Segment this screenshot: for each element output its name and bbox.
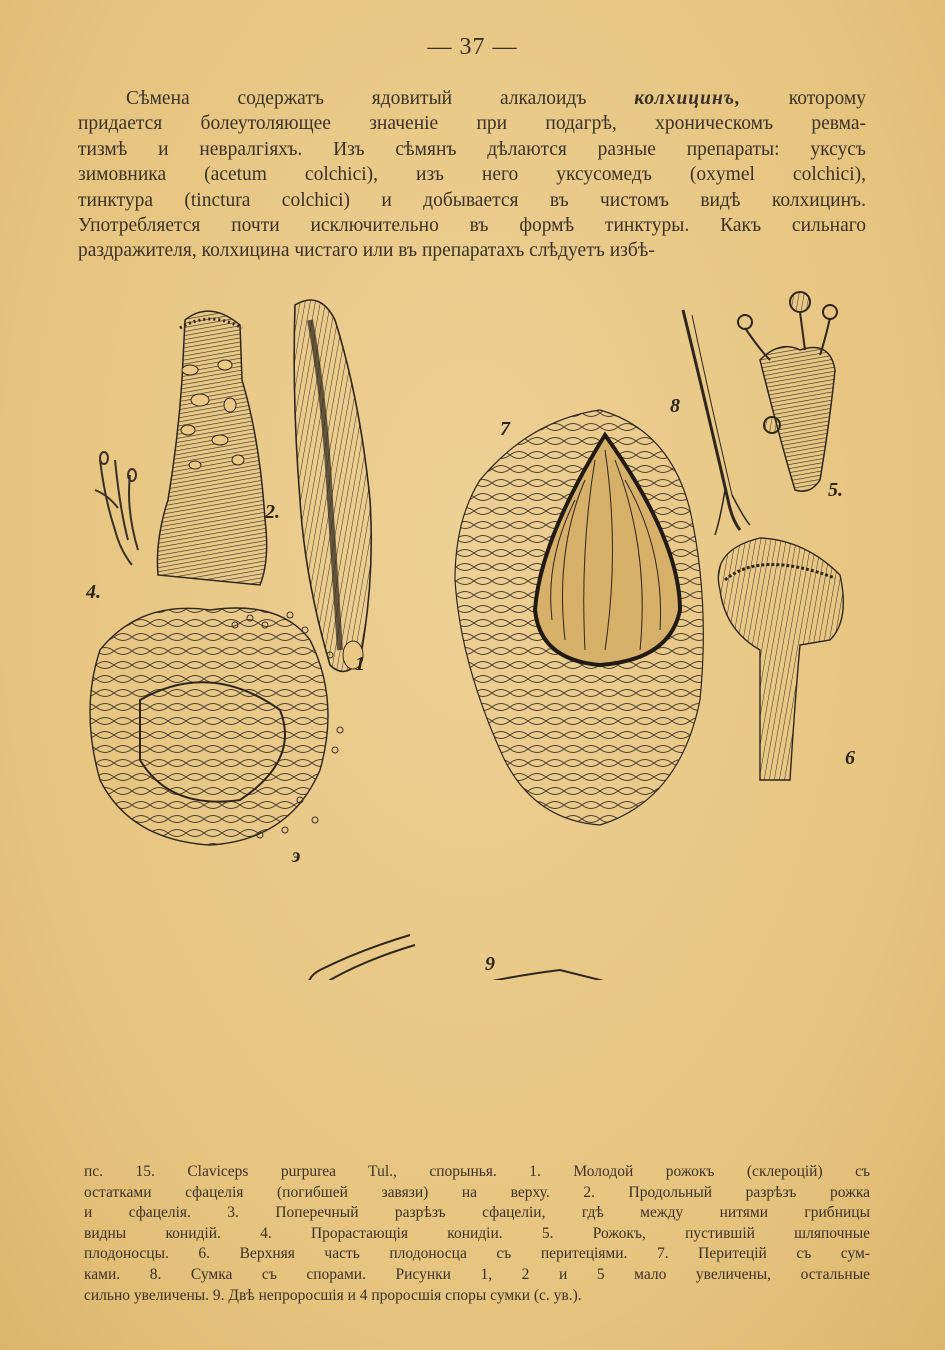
figure-label-7: 7: [500, 418, 510, 440]
caption-line: остатками сфацелія (погибшей завязи) на верху. 2. Продольный разрѣзъ рожка: [84, 1183, 870, 1201]
fig2-longitudinal-section: [157, 311, 266, 585]
caption-line: и сфацелія. 3. Поперечный разрѣзъ сфацеліи, гдѣ между нитями грибницы: [84, 1204, 870, 1222]
fig4-conidia: [95, 452, 138, 565]
figure-label-4: 4.: [86, 581, 101, 603]
figure-label-9: 9: [485, 953, 495, 975]
page-number: — 37 —: [427, 34, 518, 60]
fig1-young-ergot: [294, 300, 371, 671]
fig3-transverse-section: [90, 608, 343, 845]
figure-label-2: 2.: [265, 501, 280, 523]
figure-label-3: э: [292, 845, 301, 867]
figure-label-1: 1: [355, 653, 365, 675]
fig7-perithecium: [455, 410, 703, 825]
body-line: раздражителя, колхицина чистаго или въ препаратахъ слѣдуетъ избѣ-: [78, 240, 655, 262]
body-line: зимовника (acetum colchici), изъ него уксусомедъ (oxymel colchici),: [78, 164, 866, 186]
caption-line: плодоносцы. 6. Верхняя часть плодоносца съ перитеціями. 7. Перитецій съ сум-: [84, 1245, 870, 1263]
caption-line: ками. 8. Сумка съ спорами. Рисунки 1, 2 и 5 мало увеличены, остальные: [84, 1265, 870, 1283]
figure-label-6: 6: [845, 747, 855, 769]
body-line: Сѣмена содержатъ ядовитый алкалоидъ колхицинъ, которому: [126, 88, 867, 109]
botanical-illustration: [60, 280, 890, 980]
fig8-ascus: [683, 310, 750, 535]
figure-caption: [84, 1162, 870, 1306]
caption-line: сильно увеличены. 9. Двѣ непроросшія и 4 проросшія споры сумки (с. ув.).: [84, 1286, 582, 1304]
figure-label-5: 5.: [828, 479, 843, 501]
term-colchicine: колхицинъ,: [634, 88, 741, 109]
caption-line: видны конидій. 4. Прорастающія конидіи. 5. Рожокъ, пустившій шляпочные: [84, 1224, 870, 1242]
body-paragraph: [78, 86, 866, 264]
body-line: тизмѣ и невралгіяхъ. Изъ сѣмянъ дѣлаются разные препараты: уксусъ: [78, 138, 866, 160]
body-line: придается болеутоляющее значеніе при подагрѣ, хроническомъ ревма-: [78, 113, 866, 135]
caption-line: пс. 15. Claviceps purpurea Tul., спорынья. 1. Молодой рожокъ (склероцій) съ: [84, 1163, 870, 1180]
fig5-ergot-stromata: [738, 292, 837, 491]
body-line: Употребляется почти исключительно въ формѣ тинктуры. Какъ сильнаго: [78, 214, 866, 236]
figure-label-8: 8: [670, 395, 680, 417]
body-line: тинктура (tinctura colchici) и добывается въ чистомъ видѣ колхицинъ.: [78, 189, 866, 211]
fig6-stroma-head: [718, 538, 843, 780]
